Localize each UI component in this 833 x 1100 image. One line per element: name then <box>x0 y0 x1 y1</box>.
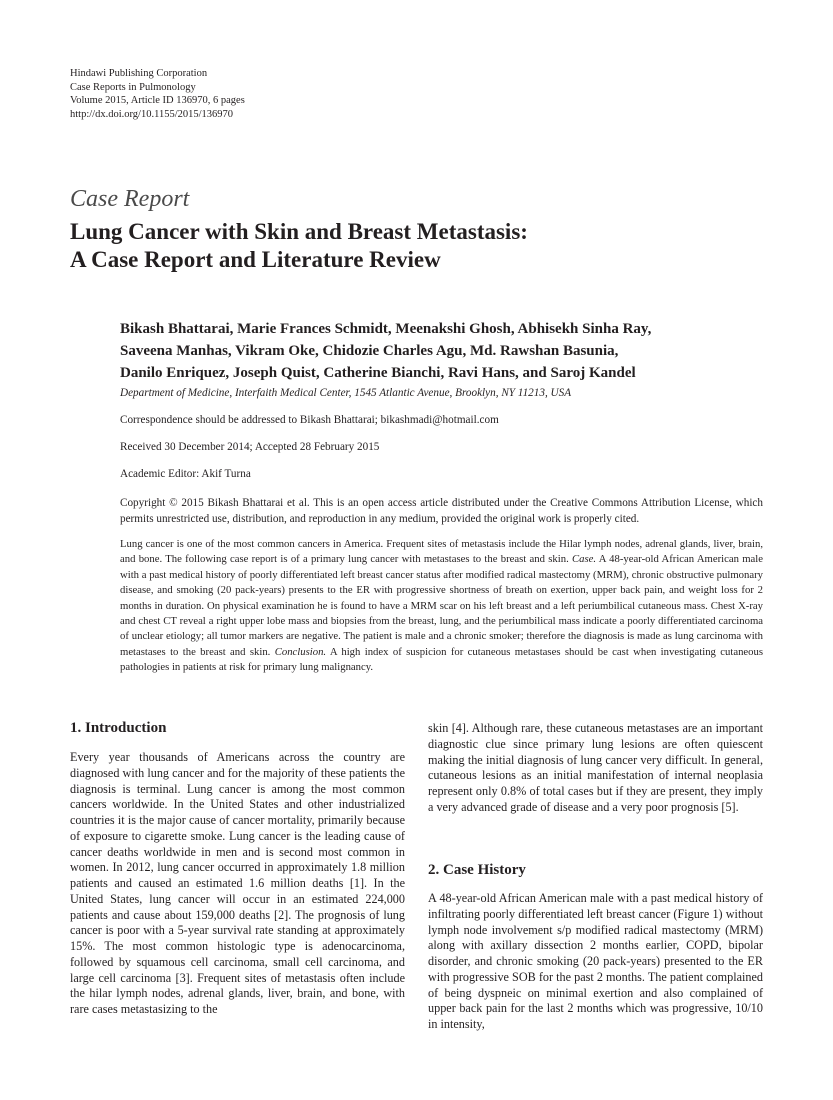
article-type: Case Report <box>70 186 190 212</box>
case-history-paragraph: A 48-year-old African American male with a past medical history of infiltrating poorly differentiated left breast cancer (Figure 1) without lymph node involvement s/p modified radical mastectomy (MRM) along with axillary dissection 2 months earlier, COPD, bipolar disorder, and chronic smoking (20 pack-years) presented to the ER with progressive SOB for the past 2 months. The patient complained of being dyspneic on minimal exertion and also complained of upper back pain for the last 2 months which was progressive, 10/10 in intensity, <box>428 891 763 1031</box>
authors-line-3: Danilo Enriquez, Joseph Quist, Catherine Bianchi, Ravi Hans, and Saroj Kandel <box>120 365 636 381</box>
abstract-conclusion-label: Conclusion. <box>274 645 327 658</box>
journal-header <box>70 67 245 121</box>
abstract-intro: Lung cancer is one of the most common cancers in America. Frequent sites of metastasis include the Hilar lymph nodes, adrenal glands, liver, brain, and bone. The following case report is of a primary lung cancer with metastases to the breast and skin. <box>120 538 763 566</box>
introduction-continued <box>428 721 763 816</box>
section-heading-introduction: 1. Introduction <box>70 720 167 736</box>
correspondence: Correspondence should be addressed to Bikash Bhattarai; bikashmadi@hotmail.com <box>120 414 499 426</box>
abstract-conclusion-text: A high index of suspicion for cutaneous metastases should be cast when investigating cutaneous pathologies in patients at risk for primary lung malignancy. <box>120 645 763 674</box>
title-line-2: A Case Report and Literature Review <box>70 247 441 272</box>
article-title <box>70 218 528 274</box>
author-list <box>120 318 651 384</box>
journal-name: Case Reports in Pulmonology <box>70 81 196 93</box>
abstract <box>120 537 763 676</box>
publisher-name: Hindawi Publishing Corporation <box>70 68 208 79</box>
volume-info: Volume 2015, Article ID 136970, 6 pages <box>70 95 245 107</box>
title-line-1: Lung Cancer with Skin and Breast Metastasis: <box>70 219 528 244</box>
authors-line-2: Saveena Manhas, Vikram Oke, Chidozie Charles Agu, Md. Rawshan Basunia, <box>120 343 619 359</box>
academic-editor: Academic Editor: Akif Turna <box>120 468 251 480</box>
abstract-case-text: A 48-year-old African American male with a past medical history of poorly differentiated left breast cancer status after modified radical mastectomy (MRM), chronic obstructive pulmonary disease, and smoking (20 pack-years) presents to the ER with progressive shortness of breath on exertion, upper back pain, and weight loss for 2 months in duration. On physical examination he is found to have a MRM scar on his left breast and a left periumbilical cutaneous mass. Chest X-ray and chest CT reveal a right upper lobe mass and biopsies from the breast, lung, and the periumbilical mass indicate a poorly differentiated carcinoma of unclear etiology; all tumor markers are negative. The patient is male and a chronic smoker; therefore the diagnosis is made as lung carcinoma with metastases to the breast and skin. <box>120 553 763 658</box>
introduction-paragraph: Every year thousands of Americans across the country are diagnosed with lung cancer and for the majority of these patients the diagnosis is terminal. Lung cancer is among the most common cancers worldwide. In the United States and other industrialized countries it is the major cause of cancer mortality, primarily because of exposure to cigarette smoke. Lung cancer is the leading cause of cancer deaths worldwide in men and is second most common in women. In 2012, lung cancer occurred in approximately 1.8 million patients and caused an estimated 1.6 million deaths [1]. In the United States, lung cancer will occur in an estimated 224,000 patients and cause about 159,000 deaths [2]. The prognosis of lung cancer is poor with a 5-year survival rate standing at approximately 15%. The most common histologic type is adenocarcinoma, followed by squamous cell carcinoma, small cell carcinoma, and large cell carcinoma [3]. Frequent sites of metastasis often include the hilar lymph nodes, adrenal glands, liver, brain, and bone, with rare cases metastasizing to the <box>70 750 405 1016</box>
introduction-paragraph-continued: skin [4]. Although rare, these cutaneous metastases are an important diagnostic clue since primary lung lesions are often quiescent making the initial diagnosis of lung cancer very difficult. In general, cutaneous lesions as an initial manifestation of internal neoplasia represent only 0.8% of total cases but if they are present, they imply a very advanced grade of disease and a very poor prognosis [5]. <box>428 721 763 814</box>
doi-link[interactable]: http://dx.doi.org/10.1155/2015/136970 <box>70 108 234 120</box>
section-heading-case-history: 2. Case History <box>428 862 526 878</box>
received-dates: Received 30 December 2014; Accepted 28 February 2015 <box>120 441 380 453</box>
authors-line-1: Bikash Bhattarai, Marie Frances Schmidt, Meenakshi Ghosh, Abhisekh Sinha Ray, <box>120 321 652 337</box>
abstract-case-label: Case. <box>572 553 597 566</box>
introduction-body <box>70 750 405 1018</box>
copyright-notice: Copyright © 2015 Bikash Bhattarai et al. This is an open access article distributed under the Creative Commons Attribution License, which permits unrestricted use, distribution, and reproduction in any medium, provided the original work is properly cited. <box>120 497 763 525</box>
affiliation: Department of Medicine, Interfaith Medical Center, 1545 Atlantic Avenue, Brooklyn, NY 11213, USA <box>120 387 572 399</box>
